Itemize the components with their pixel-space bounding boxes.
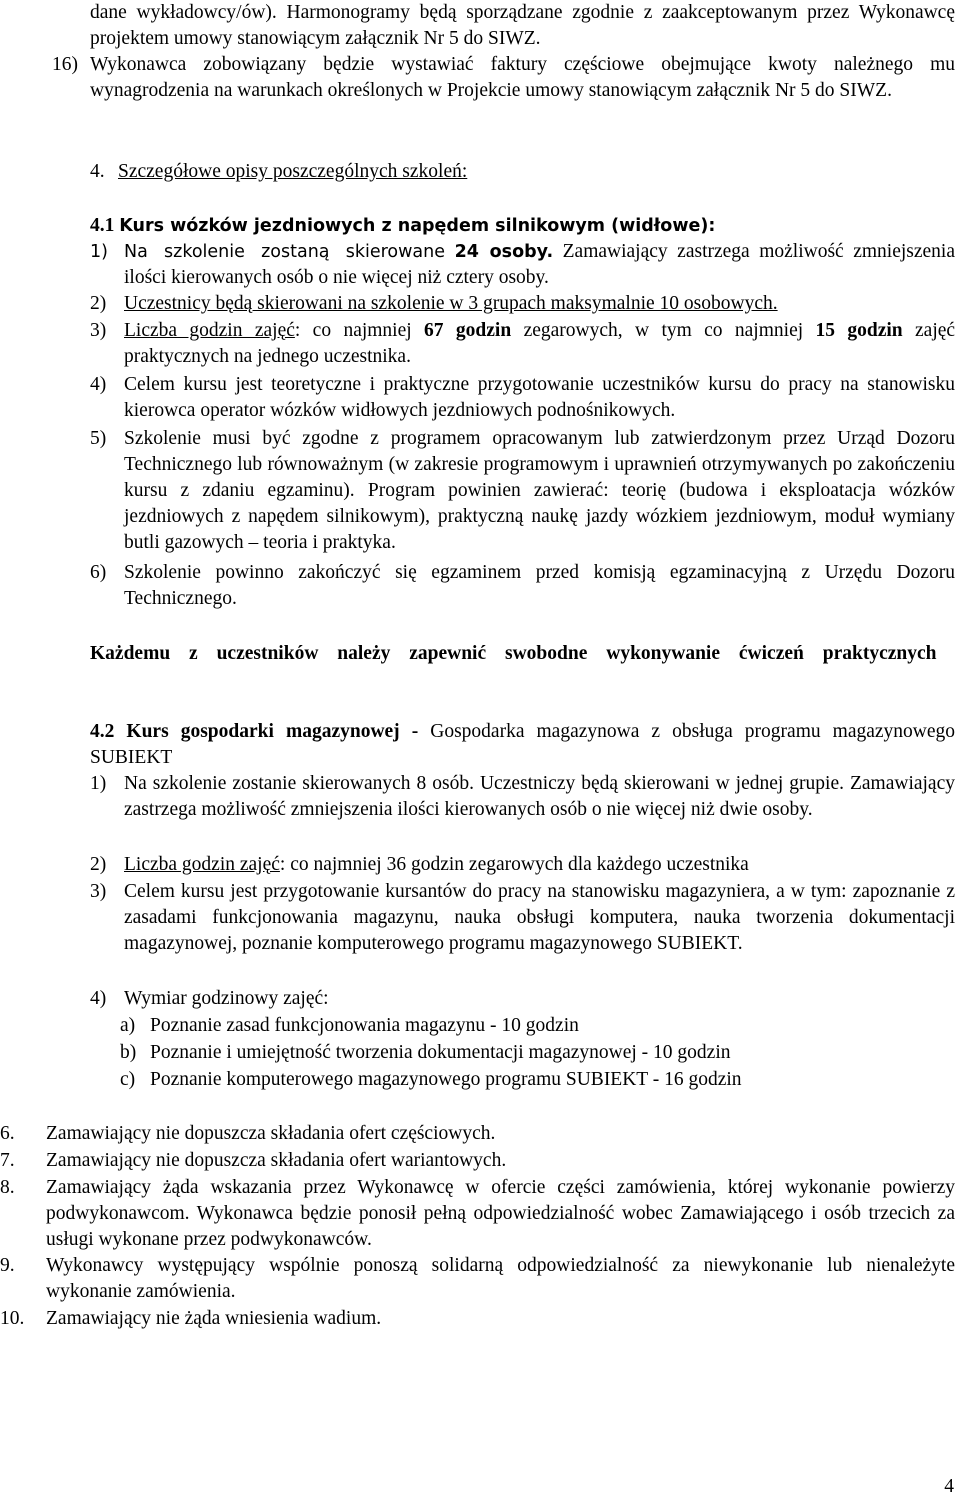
course-number: 4.1 <box>90 215 115 236</box>
list-text-part: Na szkolenie zostaną skierowane <box>124 242 446 262</box>
list-number: 2) <box>90 854 107 875</box>
course-heading <box>90 213 955 239</box>
list-text: Zamawiający żąda wskazania przez Wykonawcę w ofercie części zamówienia, której wykonanie powierzy podwykonawcom. Wykonawca będzie ponosił pełną odpowiedzialność wobec Zamawiającego i osób trzecich za usługi wykonane przez podwykonawców. <box>46 1177 955 1250</box>
course1-item-5 <box>90 426 955 556</box>
list-text: Poznanie komputerowego magazynowego programu SUBIEKT - 16 godzin <box>150 1069 742 1090</box>
list-letter: b) <box>120 1042 137 1063</box>
course-title: Kurs gospodarki magazynowej - <box>126 721 419 742</box>
list-number: 1) <box>90 242 108 262</box>
paragraph-text: dane wykładowcy/ów). Harmonogramy będą sporządzane zgodnie z zaakceptowanym przez Wykonawcę projektem umowy stanowiącym załącznik Nr 5 do SIWZ. <box>90 2 955 49</box>
list-number: 9. <box>0 1255 15 1276</box>
list-number: 3) <box>90 881 107 902</box>
main-item-8 <box>0 1175 955 1253</box>
hours-value: 67 godzin <box>424 320 512 341</box>
list-number: 1) <box>90 773 107 794</box>
paragraph-continuation <box>90 0 955 52</box>
list-letter: c) <box>120 1069 136 1090</box>
course1-item-6 <box>90 560 955 612</box>
list-number: 4) <box>90 988 107 1009</box>
list-text: Szkolenie musi być zgodne z programem opracowanym lub zatwierdzonym przez Urząd Dozoru Technicznego lub równoważnym (w zakresie programowym i uprawnień otrzymywanych po zakończeniu kursu z zdaniu egzaminu). Program powinien zawierać: teorię (budowa i eksploatacja wózków jezdniowych z napędem silnikowym), praktyczną naukę jazdy wózkiem jezdniowym, moduł wymiany butli gazowych – teoria i praktyka. <box>124 428 955 553</box>
list-text-part: Liczba godzin zajęć <box>124 320 295 341</box>
list-text: Na szkolenie zostanie skierowanych 8 osób. Uczestniczy będą skierowani w jednej grupie. Zamawiający zastrzega możliwość zmniejszenia ilości kierowanych osób o nie więcej niż dwie osoby. <box>124 773 955 820</box>
main-item-7 <box>0 1148 955 1174</box>
list-number: 5) <box>90 428 107 449</box>
course1-item-4 <box>90 372 955 424</box>
list-text: Celem kursu jest przygotowanie kursantów do pracy na stanowisku magazyniera, a w tym: zapoznanie z zasadami funkcjonowania magazynu, nauka obsługi komputera, nauka tworzenia dokumentacji magazynowej, poznanie komputerowego programu magazynowego SUBIEKT. <box>124 881 955 954</box>
list-text-part: Liczba godzin zajęć <box>124 854 280 875</box>
list-text: Wykonawcy występujący wspólnie ponoszą solidarną odpowiedzialność za niewykonanie lub nienależyte wykonanie zamówienia. <box>46 1255 955 1302</box>
course2-item-3 <box>90 879 955 957</box>
list-text: Celem kursu jest teoretyczne i praktyczne przygotowanie uczestników kursu do pracy na stanowisku kierowca operator wózków widłowych jezdniowych podnośnikowych. <box>124 374 955 421</box>
list-item-16 <box>52 52 955 104</box>
list-number: 6. <box>0 1123 15 1144</box>
course2-item-4 <box>90 986 955 1012</box>
page-number: 4 <box>944 1476 954 1497</box>
list-text: Wymiar godzinowy zajęć: <box>124 988 329 1009</box>
list-text: Zamawiający nie żąda wniesienia wadium. <box>46 1308 382 1329</box>
main-item-9 <box>0 1253 955 1305</box>
list-number: 16) <box>52 54 78 75</box>
course2-item-1 <box>90 771 955 823</box>
list-text-part: Zamawiający zastrzega możliwość zmniejszenia ilości kierowanych osób o nie więcej niż cztery osoby. <box>124 241 956 288</box>
list-number: 8. <box>0 1177 15 1198</box>
list-text: Poznanie i umiejętność tworzenia dokumentacji magazynowej - 10 godzin <box>150 1042 731 1063</box>
list-text-part: : co najmniej 36 godzin zegarowych dla każdego uczestnika <box>279 854 749 875</box>
list-letter: a) <box>120 1015 136 1036</box>
section-title: Szczegółowe opisy poszczególnych szkoleń: <box>118 161 468 182</box>
course2-heading <box>90 719 955 771</box>
list-number: 3) <box>90 320 107 341</box>
course1-note <box>90 641 955 667</box>
section-heading <box>90 159 955 185</box>
list-text: Zamawiający nie dopuszcza składania ofert częściowych. <box>46 1123 496 1144</box>
course1-item-1 <box>90 239 955 291</box>
main-item-6 <box>0 1121 955 1147</box>
list-text: Szkolenie powinno zakończyć się egzaminem przed komisją egzaminacyjną z Urzędu Dozoru Technicznego. <box>124 562 955 609</box>
list-number: 7. <box>0 1150 15 1171</box>
section-number: 4. <box>90 161 105 182</box>
course-title: Kurs wózków jezdniowych z napędem silnikowym (widłowe): <box>119 216 716 236</box>
list-text-part: : co najmniej <box>294 320 412 341</box>
list-text: Poznanie zasad funkcjonowania magazynu - 10 godzin <box>150 1015 579 1036</box>
participant-count: 24 osoby. <box>454 242 554 262</box>
main-item-10 <box>0 1306 955 1332</box>
hours-value: 15 godzin <box>815 320 903 341</box>
list-number: 10. <box>0 1308 25 1329</box>
course1-item-2 <box>90 291 955 317</box>
list-text: Uczestnicy będą skierowani na szkolenie w 3 grupach maksymalnie 10 osobowych. <box>124 293 778 314</box>
list-text: Zamawiający nie dopuszcza składania ofert wariantowych. <box>46 1150 507 1171</box>
list-number: 4) <box>90 374 107 395</box>
course2-subitem-b <box>120 1040 955 1066</box>
course2-subitem-c <box>120 1067 955 1093</box>
list-number: 2) <box>90 293 107 314</box>
course-subtitle: Gospodarka magazynowa z obsługa programu magazynowego SUBIEKT <box>90 721 956 768</box>
list-text-part: zajęć praktycznych na jednego uczestnika. <box>124 320 956 367</box>
note-text: Każdemu z uczestników należy zapewnić swobodne wykonywanie ćwiczeń praktycznych <box>90 643 937 664</box>
list-number: 6) <box>90 562 107 583</box>
course2-subitem-a <box>120 1013 955 1039</box>
course2-item-2 <box>90 852 955 878</box>
course1-item-3 <box>90 318 955 370</box>
list-text-part: zegarowych, w tym co najmniej <box>523 320 804 341</box>
list-text: Wykonawca zobowiązany będzie wystawiać faktury częściowe obejmujące kwoty należnego mu wynagrodzenia na warunkach określonych w Projekcie umowy stanowiącym załącznik Nr 5 do SIWZ. <box>90 54 955 101</box>
course-number: 4.2 <box>90 721 115 742</box>
